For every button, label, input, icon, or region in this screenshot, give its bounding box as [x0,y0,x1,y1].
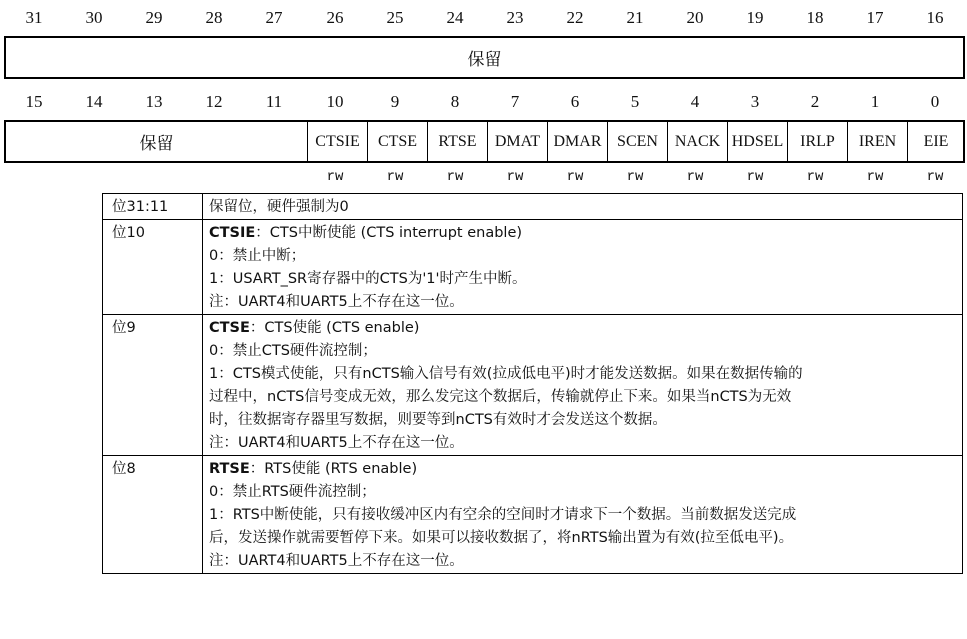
field-iren: IREN [847,122,907,161]
bit-range: 位31:11 [103,194,203,220]
field-hdsel: HDSEL [727,122,787,161]
field-ctse: CTSE [367,122,427,161]
bit-number: 5 [630,92,640,111]
access-type: rw [626,169,644,185]
bit-number: 19 [746,8,764,27]
bit-number: 22 [566,8,584,27]
bit-numbers-high [0,6,967,30]
access-row [0,167,967,187]
description-line: 注：UART4和UART5上不存在这一位。 [209,294,464,310]
bit-description-table [102,193,963,574]
field-title: ：CTS中断使能 (CTS interrupt enable) [255,225,523,241]
bit-number: 2 [810,92,820,111]
bit-number: 14 [85,92,103,111]
access-type: rw [926,169,944,185]
reserved-field-low: 保留 [139,134,174,154]
table-row [103,220,963,315]
description-line: 时，往数据寄存器里写数据，则要等到nCTS有效时才会发送这个数据。 [209,412,667,428]
description-line: 1：USART_SR寄存器中的CTS为'1'时产生中断。 [209,271,527,287]
field-title: ：RTS使能 (RTS enable) [249,461,418,477]
field-dmar: DMAR [547,122,607,161]
reserved-field-high: 保留 [467,50,502,70]
description-line: 注：UART4和UART5上不存在这一位。 [209,553,464,569]
description-line: 注：UART4和UART5上不存在这一位。 [209,435,464,451]
field-ctsie: CTSIE [307,122,367,161]
description-line: 0：禁止RTS硬件流控制； [209,484,376,500]
bit-number: 17 [866,8,884,27]
bit-number: 1 [870,92,880,111]
table-row [103,456,963,574]
description-line: 后，发送操作就需要暂停下来。如果可以接收数据了，将nRTS输出置为有效(拉至低电平)。 [209,530,794,546]
table-row [103,315,963,456]
access-type: rw [446,169,464,185]
description-line: 0：禁止CTS硬件流控制； [209,343,377,359]
access-type: rw [386,169,404,185]
description-line: 0：禁止中断； [209,248,306,264]
bit-number: 31 [25,8,43,27]
description-line: 保留位，硬件强制为0 [209,199,349,215]
bit-number: 4 [690,92,700,111]
access-type: rw [746,169,764,185]
bit-number: 18 [806,8,824,27]
field-title: ：CTS使能 (CTS enable) [249,320,420,336]
bit-description [203,315,963,456]
bit-description [203,220,963,315]
description-title [209,458,956,481]
bit-number: 28 [205,8,223,27]
bit-number: 15 [25,92,43,111]
field-nack: NACK [667,122,727,161]
bit-number: 11 [265,92,283,111]
table-row [103,194,963,220]
field-name: CTSIE [209,225,256,241]
bit-range: 位8 [103,456,203,574]
field-eie: EIE [907,122,964,161]
bit-number: 21 [626,8,644,27]
bit-number: 25 [386,8,404,27]
access-type: rw [866,169,884,185]
bit-number: 30 [85,8,103,27]
bit-number: 23 [506,8,524,27]
description-line: 1：RTS中断使能，只有接收缓冲区内有空余的空间时才请求下一个数据。当前数据发送完成 [209,507,797,523]
bit-number: 10 [326,92,344,111]
register-row-high [4,36,965,79]
access-type: rw [806,169,824,185]
bit-range: 位10 [103,220,203,315]
bit-number: 6 [570,92,580,111]
bit-number: 12 [205,92,223,111]
access-type: rw [566,169,584,185]
access-type: rw [326,169,344,185]
bit-number: 29 [145,8,163,27]
description-title [209,317,956,340]
field-irlp: IRLP [787,122,847,161]
bit-number: 13 [145,92,163,111]
bit-numbers-low [0,90,967,114]
field-name: RTSE [209,461,250,477]
description-line: 过程中，nCTS信号变成无效，那么发完这个数据后，传输就停止下来。如果当nCTS为无效 [209,389,792,405]
bit-number: 20 [686,8,704,27]
field-dmat: DMAT [487,122,547,161]
bit-description [203,456,963,574]
bit-number: 26 [326,8,344,27]
bit-description [203,194,963,220]
field-rtse: RTSE [427,122,487,161]
access-type: rw [686,169,704,185]
access-type: rw [506,169,524,185]
bit-number: 16 [926,8,944,27]
bit-range: 位9 [103,315,203,456]
description-title [209,222,956,245]
description-line: 1：CTS模式使能，只有nCTS输入信号有效(拉成低电平)时才能发送数据。如果在数据传输的 [209,366,803,382]
bit-number: 8 [450,92,460,111]
bit-number: 0 [930,92,940,111]
bit-number: 3 [750,92,760,111]
bit-number: 9 [390,92,400,111]
bit-number: 7 [510,92,520,111]
field-scen: SCEN [607,122,667,161]
bit-number: 24 [446,8,464,27]
bit-number: 27 [265,8,283,27]
register-row-low [4,120,965,163]
field-name: CTSE [209,320,250,336]
